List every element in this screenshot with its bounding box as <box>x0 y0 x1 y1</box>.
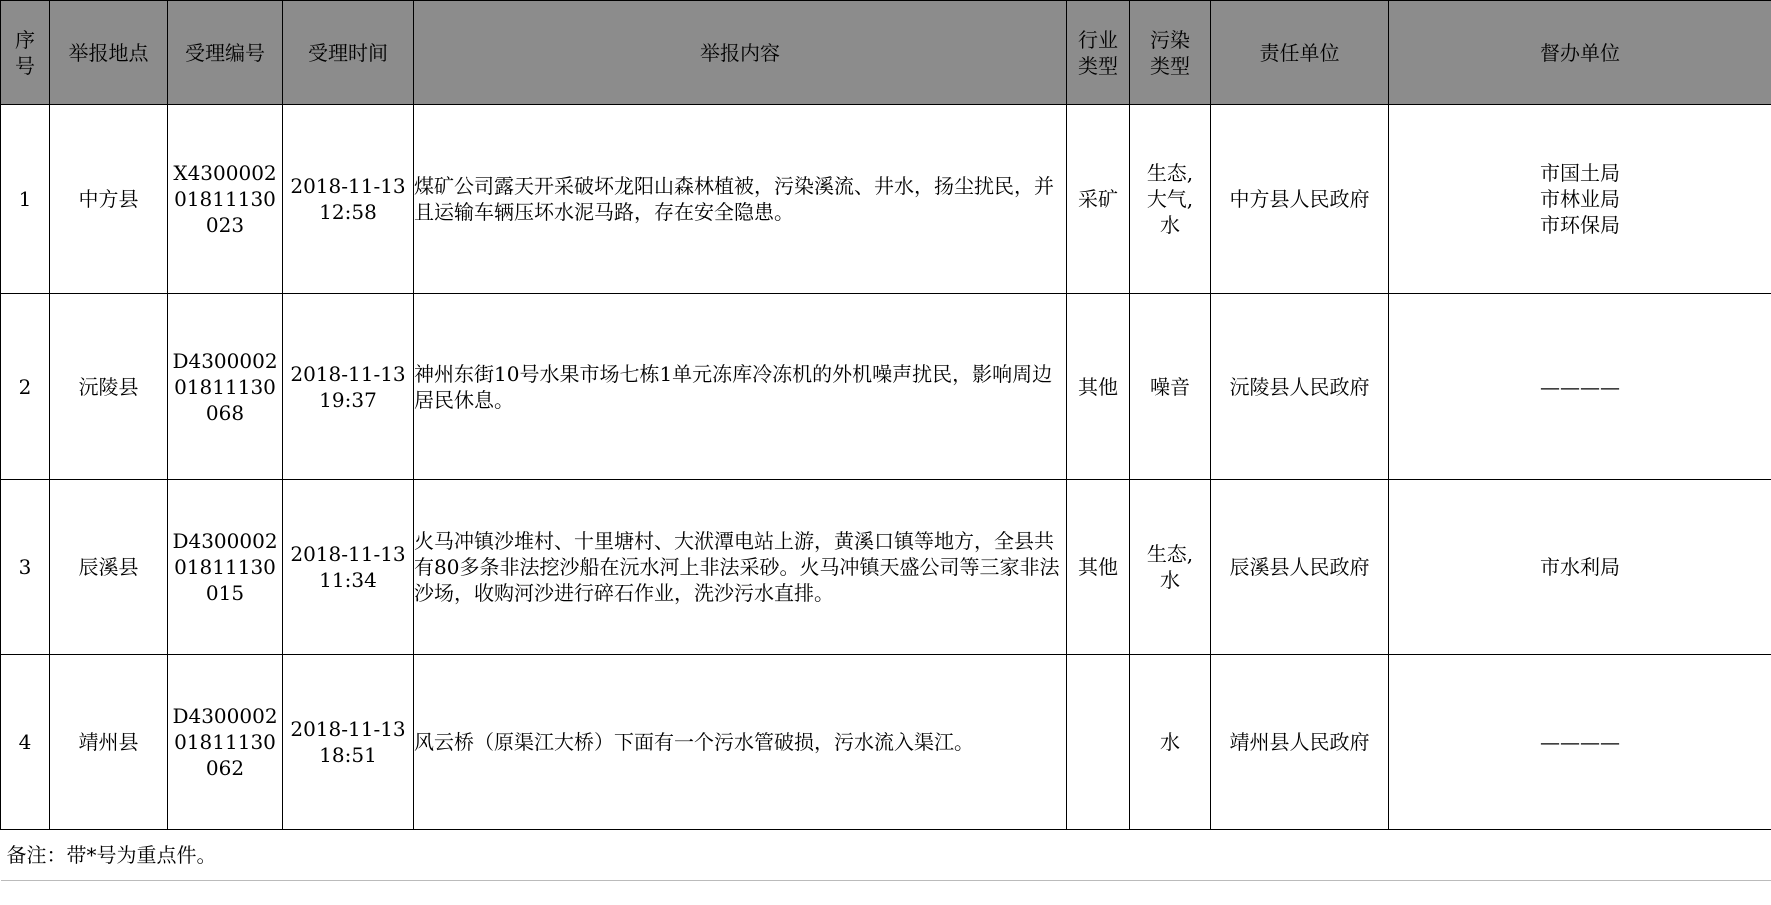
cell-time: 2018-11-13 11:34 <box>283 480 414 655</box>
supervisor-item: ———— <box>1540 374 1620 399</box>
cell-code: D430000201811130062 <box>168 655 283 830</box>
cell-location: 中方县 <box>50 105 168 294</box>
col-header-supervisor: 督办单位 <box>1389 1 1771 105</box>
pollution-item: 生态, <box>1146 161 1194 185</box>
supervisor-item: 市环保局 <box>1540 213 1620 237</box>
cell-code: D430000201811130068 <box>168 294 283 480</box>
cell-pollution <box>1130 655 1211 830</box>
cell-content: 神州东街10号水果市场七栋1单元冻库冷冻机的外机噪声扰民，影响周边居民休息。 <box>414 294 1067 480</box>
cell-content: 风云桥（原渠江大桥）下面有一个污水管破损，污水流入渠江。 <box>414 655 1067 830</box>
col-header-responsible: 责任单位 <box>1211 1 1389 105</box>
pollution-item: 噪音 <box>1150 374 1190 399</box>
cell-industry: 其他 <box>1067 294 1130 480</box>
supervisor-item: 市林业局 <box>1540 187 1620 211</box>
note-row <box>1 830 1771 881</box>
cell-location: 靖州县 <box>50 655 168 830</box>
cell-pollution <box>1130 105 1211 294</box>
pollution-item: 水 <box>1160 568 1180 592</box>
cell-responsible: 中方县人民政府 <box>1211 105 1389 294</box>
cell-time: 2018-11-13 12:58 <box>283 105 414 294</box>
cell-supervisor <box>1389 655 1771 830</box>
supervisor-item: 市国土局 <box>1540 161 1620 185</box>
pollution-item: 生态, <box>1146 542 1194 566</box>
table-row <box>1 480 1771 655</box>
cell-supervisor <box>1389 105 1771 294</box>
cell-no: 4 <box>1 655 50 830</box>
cell-no: 2 <box>1 294 50 480</box>
col-header-time: 受理时间 <box>283 1 414 105</box>
cell-no: 3 <box>1 480 50 655</box>
col-header-location: 举报地点 <box>50 1 168 105</box>
col-header-industry: 行业 类型 <box>1067 1 1130 105</box>
table-row <box>1 294 1771 480</box>
cell-location: 沅陵县 <box>50 294 168 480</box>
col-header-no: 序 号 <box>1 1 50 105</box>
cell-responsible: 沅陵县人民政府 <box>1211 294 1389 480</box>
cell-industry: 其他 <box>1067 480 1130 655</box>
pollution-item: 水 <box>1160 213 1180 237</box>
cell-industry <box>1067 655 1130 830</box>
note-text: 备注：带*号为重点件。 <box>1 830 1771 881</box>
cell-pollution <box>1130 294 1211 480</box>
cell-pollution <box>1130 480 1211 655</box>
cell-content: 煤矿公司露天开采破坏龙阳山森林植被，污染溪流、井水，扬尘扰民，并且运输车辆压坏水泥马路，存在安全隐患。 <box>414 105 1067 294</box>
cell-code: X430000201811130023 <box>168 105 283 294</box>
cell-location: 辰溪县 <box>50 480 168 655</box>
cell-no: 1 <box>1 105 50 294</box>
cell-industry: 采矿 <box>1067 105 1130 294</box>
header-row <box>1 1 1771 105</box>
supervisor-item: 市水利局 <box>1540 555 1620 579</box>
cell-content: 火马冲镇沙堆村、十里塘村、大洑潭电站上游，黄溪口镇等地方，全县共有80多条非法挖沙船在沅水河上非法采砂。火马冲镇天盛公司等三家非法沙场，收购河沙进行碎石作业，洗沙污水直排。 <box>414 480 1067 655</box>
cell-responsible: 靖州县人民政府 <box>1211 655 1389 830</box>
supervisor-item: ———— <box>1540 730 1620 754</box>
col-header-content: 举报内容 <box>414 1 1067 105</box>
cell-supervisor <box>1389 294 1771 480</box>
cell-code: D430000201811130015 <box>168 480 283 655</box>
cell-responsible: 辰溪县人民政府 <box>1211 480 1389 655</box>
table-row <box>1 105 1771 294</box>
cell-time: 2018-11-13 18:51 <box>283 655 414 830</box>
col-header-pollution: 污染 类型 <box>1130 1 1211 105</box>
pollution-item: 大气, <box>1146 187 1194 211</box>
cell-time: 2018-11-13 19:37 <box>283 294 414 480</box>
col-header-code: 受理编号 <box>168 1 283 105</box>
cell-supervisor <box>1389 480 1771 655</box>
table-row <box>1 655 1771 830</box>
pollution-item: 水 <box>1160 730 1180 754</box>
